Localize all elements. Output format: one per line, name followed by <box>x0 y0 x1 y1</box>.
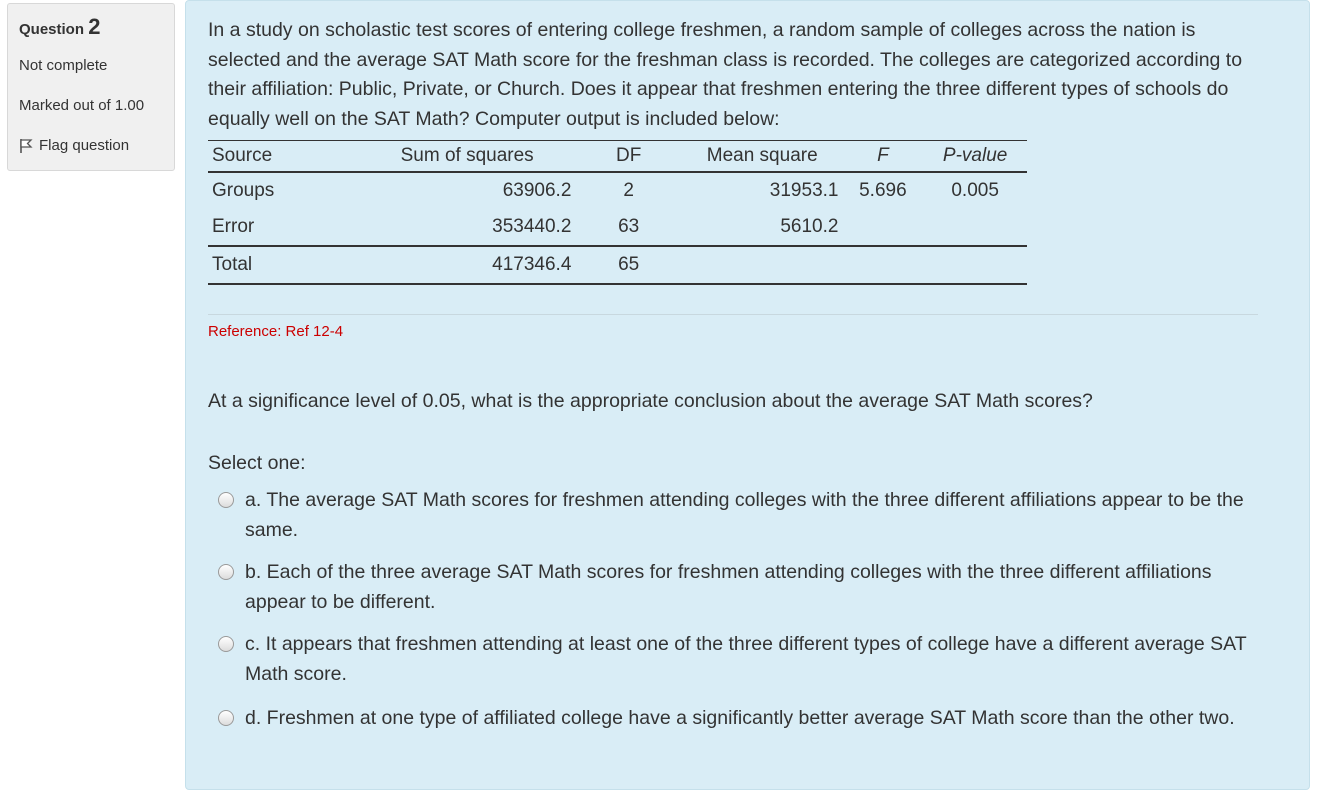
cell-df: 65 <box>575 246 682 284</box>
answer-option-a[interactable] <box>218 485 1258 545</box>
cell-sum-of-squares: 63906.2 <box>502 180 572 201</box>
reference-text: Reference: Ref 12-4 <box>208 323 344 340</box>
radio-button[interactable] <box>218 492 234 508</box>
flag-question-label: Flag question <box>39 137 130 154</box>
cell-p-value <box>923 246 1027 284</box>
anova-table <box>208 140 1027 285</box>
answer-option-text: b. Each of the three average SAT Math scores for freshmen attending colleges with the three different affiliations appear to be different. <box>245 561 1212 613</box>
select-one-label: Select one: <box>208 452 306 474</box>
cell-df: 2 <box>623 180 634 201</box>
radio-button[interactable] <box>218 636 234 652</box>
table-row <box>208 172 1027 209</box>
question-text: In a study on scholastic test scores of entering college freshmen, a random sample of colleges across the nation is selected and the average SAT Math score for the freshman class is recorded. The colleges are categorized according to their affiliation: Public, Private, or Church. Does it appear that freshmen entering the three different types of schools do equally well on the SAT Math? Computer output is included below: <box>208 19 1243 130</box>
answer-option-text: d. Freshmen at one type of affiliated college have a significantly better average SAT Math score than the other two. <box>245 707 1235 729</box>
answer-option-text: c. It appears that freshmen attending at least one of the three different types of college have a different average SAT Math score. <box>245 633 1247 685</box>
question-info-panel <box>7 3 175 171</box>
cell-mean-square: 31953.1 <box>769 180 839 201</box>
cell-sum-of-squares: 417346.4 <box>359 246 576 284</box>
cell-p-value <box>923 209 1027 246</box>
cell-f <box>842 209 923 246</box>
table-row <box>208 246 1027 284</box>
cell-f: 5.696 <box>859 180 907 201</box>
answer-option-d[interactable] <box>218 703 1258 733</box>
cell-source: Error <box>212 216 255 237</box>
question-content <box>185 0 1310 790</box>
header-sum-of-squares: Sum of squares <box>359 141 576 173</box>
header-source: Source <box>208 141 359 173</box>
cell-df: 63 <box>618 216 640 237</box>
header-p-value <box>923 141 1027 173</box>
cell-mean-square: 5610.2 <box>780 216 839 237</box>
cell-source: Total <box>208 246 359 284</box>
question-state: Not complete <box>19 57 108 74</box>
flag-question-link[interactable] <box>19 137 129 154</box>
cell-source: Groups <box>212 180 275 201</box>
flag-icon <box>19 138 33 154</box>
header-df: DF <box>575 141 682 173</box>
cell-sum-of-squares: 353440.2 <box>492 216 572 237</box>
cell-p-value: 0.005 <box>951 180 999 201</box>
answer-option-c[interactable] <box>218 629 1258 689</box>
question-number-heading <box>19 14 100 40</box>
header-p-value-text: P-value <box>942 145 1008 166</box>
question-number: 2 <box>88 14 101 39</box>
header-mean-square: Mean square <box>682 141 843 173</box>
table-row <box>208 209 1027 246</box>
question-label: Question <box>19 21 85 38</box>
header-f: F <box>842 141 923 173</box>
radio-button[interactable] <box>218 710 234 726</box>
answer-option-text: a. The average SAT Math scores for freshmen attending colleges with the three different affiliations appear to be the same. <box>245 489 1244 541</box>
answer-option-b[interactable] <box>218 557 1258 617</box>
cell-f <box>842 246 923 284</box>
question-grade: Marked out of 1.00 <box>19 97 145 114</box>
divider <box>208 314 1258 315</box>
question-prompt: At a significance level of 0.05, what is the appropriate conclusion about the average SAT Math scores? <box>208 390 1093 412</box>
cell-mean-square <box>682 246 843 284</box>
table-header-row <box>208 141 1027 173</box>
radio-button[interactable] <box>218 564 234 580</box>
